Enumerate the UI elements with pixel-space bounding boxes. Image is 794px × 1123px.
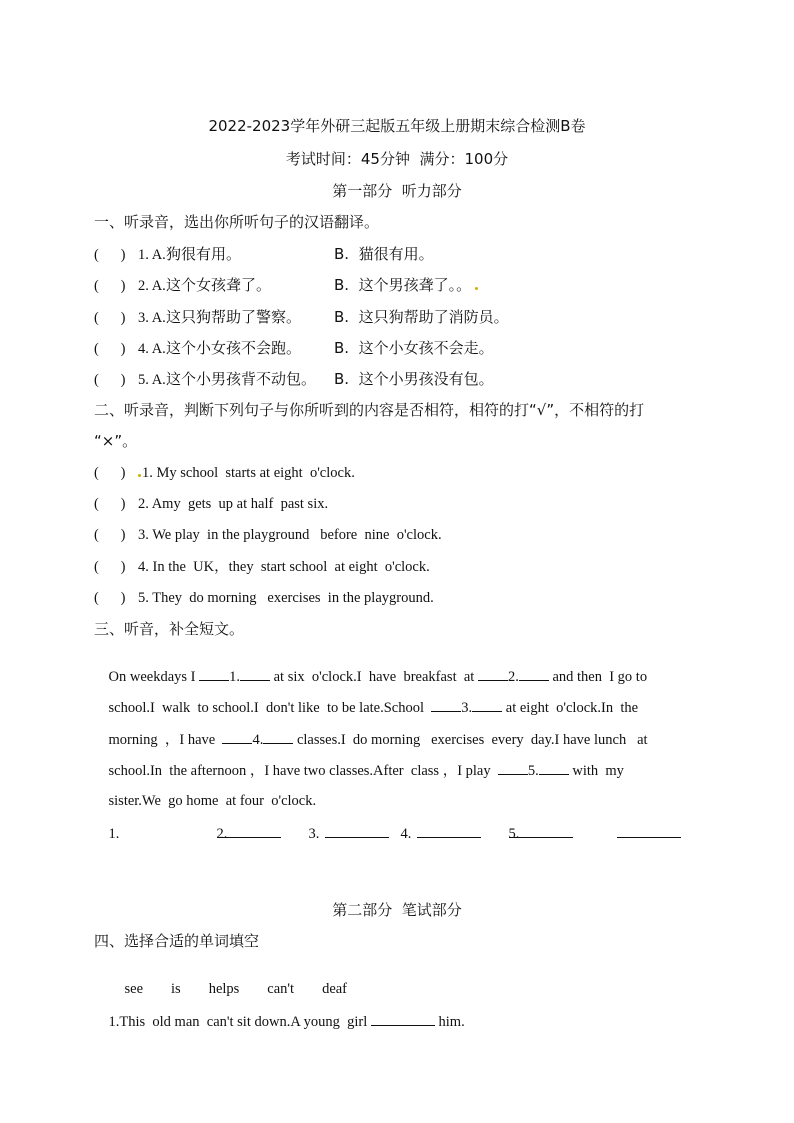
section1-heading: 一、听录音，选出你所听句子的汉语翻译。 [94, 213, 380, 231]
section1-item [94, 309, 509, 326]
option-b: B. 猫很有用。 [334, 245, 434, 263]
exam-title: 2022-2023学年外研三起版五年级上册期末综合检测B卷 [208, 117, 586, 135]
passage-text: school.In the afternoon ，I have two classes.After class ，I play [108, 763, 498, 779]
passage-text: with my [568, 763, 624, 779]
statement-text: 1. My school starts at eight o'clock. [142, 465, 355, 481]
fill-blank[interactable] [371, 1013, 435, 1026]
mark-dot [475, 287, 478, 290]
option-b: B. 这个小男孩没有包。 [334, 370, 494, 388]
answer-row [94, 809, 617, 858]
answer-number: 5. [508, 826, 520, 842]
section2-heading-cont: “×”。 [94, 432, 138, 450]
item-number: 2. A. [138, 278, 166, 294]
blank-line[interactable] [478, 668, 508, 681]
item-number: 4. A. [138, 341, 166, 357]
section1-item [94, 340, 494, 357]
blank-line[interactable] [539, 762, 569, 775]
answer-paren[interactable]: ( ) [94, 559, 126, 575]
answer-number: 1. [108, 826, 120, 842]
blank-number: 5. [527, 763, 539, 779]
section4-question-1 [94, 997, 465, 1046]
answer-paren[interactable]: ( ) [94, 496, 126, 512]
answer-blank[interactable] [617, 825, 681, 838]
word-option: deaf [322, 981, 348, 997]
answer-number: 2. [216, 826, 228, 842]
option-a: 这个小男孩背不动包。 [166, 370, 317, 388]
word-option: see [124, 981, 144, 997]
statement-text: 2. Amy gets up at half past six. [138, 496, 329, 512]
word-option: helps [208, 981, 240, 997]
option-b: B. 这只狗帮助了消防员。 [334, 308, 509, 326]
passage-text: at six o'clock.I have breakfast at [269, 669, 478, 685]
section1-item [94, 246, 434, 263]
section2-item [94, 496, 328, 512]
blank-line[interactable] [498, 762, 528, 775]
answer-paren[interactable]: ( ) [94, 341, 126, 357]
option-b: B. 这个小女孩不会走。 [334, 339, 494, 357]
option-a: 这只狗帮助了警察。 [166, 308, 302, 326]
passage-text: On weekdays I [108, 669, 200, 685]
option-b: B. 这个男孩聋了。。 [334, 276, 472, 294]
item-number: 3. A. [138, 310, 166, 326]
passage-text: school.I walk to school.I don't like to be late.School [108, 700, 432, 716]
passage-text: morning ，I have [108, 732, 223, 748]
section2-item [94, 527, 442, 543]
blank-line[interactable] [199, 668, 229, 681]
section2-item [94, 590, 434, 606]
answer-paren[interactable]: ( ) [94, 527, 126, 543]
exam-subtitle: 考试时间：45分钟 满分：100分 [285, 150, 509, 168]
blank-line[interactable] [240, 668, 270, 681]
passage-text: sister.We go home at four o'clock. [108, 793, 317, 809]
statement-text: 3. We play in the playground before nine o'clock. [138, 527, 442, 543]
section4-heading: 四、选择合适的单词填空 [94, 932, 260, 950]
answer-paren[interactable]: ( ) [94, 372, 126, 388]
passage-text: and then I go to [548, 669, 648, 685]
section2-heading: 二、听录音，判断下列句子与你所听到的内容是否相符，相符的打“√”，不相符的打 [94, 401, 645, 419]
item-number: 5. A. [138, 372, 166, 388]
answer-number: 4. [400, 826, 412, 842]
answer-number: 3. [308, 826, 320, 842]
blank-line[interactable] [472, 699, 502, 712]
blank-line[interactable] [519, 668, 549, 681]
section3-heading: 三、听音，补全短文。 [94, 620, 245, 638]
item-number: 1. A. [138, 247, 166, 263]
blank-number: 4. [252, 732, 264, 748]
section1-item [94, 277, 478, 294]
blank-number: 3. [461, 700, 473, 716]
mark-dot [138, 474, 141, 477]
word-option: can't [267, 981, 295, 997]
answer-paren[interactable]: ( ) [94, 278, 126, 294]
answer-paren[interactable]: ( ) [94, 465, 126, 481]
section1-item [94, 371, 494, 388]
passage-text: at eight o'clock.In the [502, 700, 639, 716]
part2-heading: 第二部分 笔试部分 [332, 901, 462, 919]
part1-heading: 第一部分 听力部分 [332, 182, 462, 200]
section2-item [94, 559, 430, 575]
statement-text: 4. In the UK，they start school at eight o'clock. [138, 559, 430, 575]
blank-number: 1. [229, 669, 240, 685]
blank-line[interactable] [222, 731, 252, 744]
option-a: 这个小女孩不会跑。 [166, 339, 302, 357]
answer-paren[interactable]: ( ) [94, 590, 126, 606]
question-text: 1.This old man can't sit down.A young girl [108, 1014, 371, 1030]
blank-line[interactable] [431, 699, 461, 712]
word-option: is [171, 981, 181, 997]
passage-text: classes.I do morning exercises every day.I have lunch at [293, 732, 648, 748]
blank-line[interactable] [263, 731, 293, 744]
answer-paren[interactable]: ( ) [94, 247, 126, 263]
section2-item [94, 465, 355, 481]
option-a: 狗很有用。 [166, 245, 242, 263]
answer-paren[interactable]: ( ) [94, 310, 126, 326]
blank-number: 2. [507, 669, 519, 685]
statement-text: 5. They do morning exercises in the playground. [138, 590, 434, 606]
question-text: him. [434, 1014, 465, 1030]
option-a: 这个女孩聋了。 [166, 276, 272, 294]
